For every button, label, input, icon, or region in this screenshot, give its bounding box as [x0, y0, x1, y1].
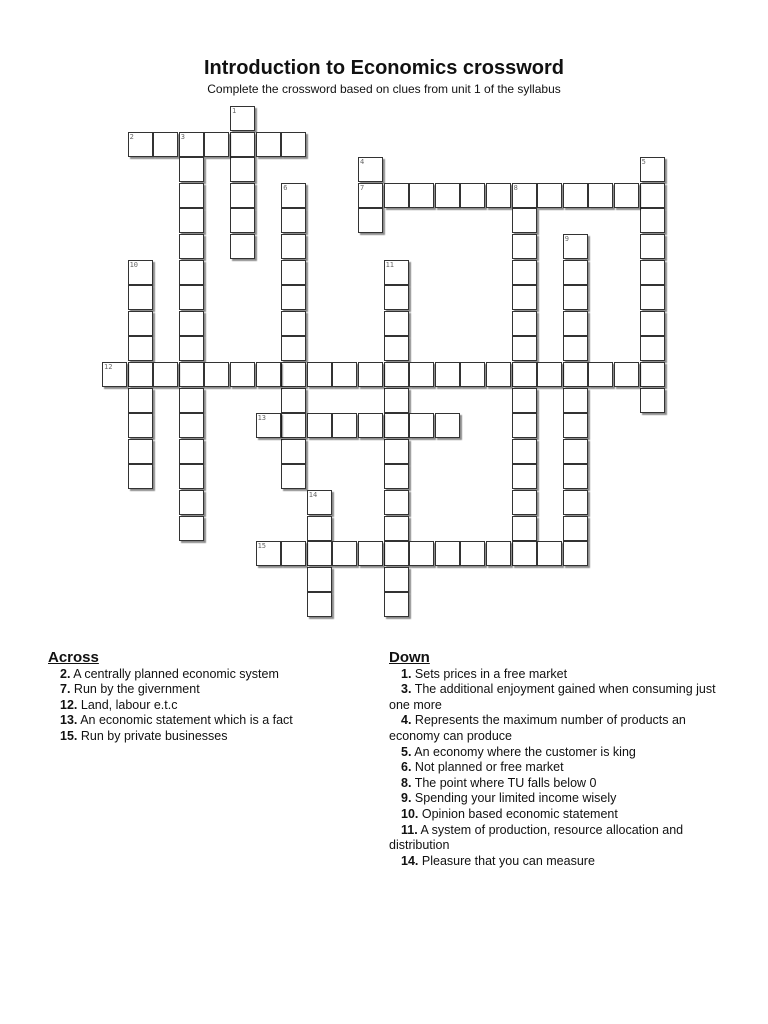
- grid-cell-number: 13: [257, 414, 267, 423]
- grid-cell[interactable]: [153, 362, 178, 387]
- grid-cell[interactable]: [563, 260, 588, 285]
- grid-cell[interactable]: [563, 439, 588, 464]
- grid-cell[interactable]: [384, 413, 409, 438]
- grid-cell[interactable]: [307, 516, 332, 541]
- grid-cell-number: 6: [283, 183, 288, 192]
- grid-cell[interactable]: [179, 234, 204, 259]
- grid-cell[interactable]: [512, 260, 537, 285]
- grid-cell[interactable]: [512, 413, 537, 438]
- grid-cell[interactable]: [332, 362, 357, 387]
- grid-cell[interactable]: [563, 541, 588, 566]
- grid-cell[interactable]: [102, 362, 127, 387]
- grid-cell[interactable]: [179, 183, 204, 208]
- grid-cell[interactable]: [384, 311, 409, 336]
- grid-cell-number: 4: [360, 158, 365, 167]
- across-clue-1: 7. Run by the givernment: [60, 682, 200, 697]
- grid-cell-number: 15: [257, 542, 267, 551]
- grid-cell[interactable]: [460, 183, 485, 208]
- across-clues: [48, 650, 348, 745]
- grid-cell[interactable]: [358, 362, 383, 387]
- grid-cell[interactable]: [512, 541, 537, 566]
- grid-cell[interactable]: [281, 388, 306, 413]
- grid-cell[interactable]: [384, 567, 409, 592]
- grid-cell[interactable]: [358, 183, 383, 208]
- grid-cell-number: 8: [513, 183, 518, 192]
- grid-cell[interactable]: [537, 541, 562, 566]
- grid-cell[interactable]: [307, 541, 332, 566]
- grid-cell-number: 14: [308, 491, 318, 499]
- grid-cell[interactable]: [512, 464, 537, 489]
- grid-cell[interactable]: [307, 413, 332, 438]
- down-clue-1: 3. The additional enjoyment gained when consuming just one more: [389, 682, 716, 712]
- grid-cell[interactable]: [128, 388, 153, 413]
- grid-cell[interactable]: [563, 285, 588, 310]
- grid-cell[interactable]: [640, 311, 665, 336]
- grid-cell[interactable]: [409, 413, 434, 438]
- grid-cell[interactable]: [281, 464, 306, 489]
- grid-cell[interactable]: [281, 439, 306, 464]
- grid-cell[interactable]: [230, 234, 255, 259]
- grid-cell[interactable]: [512, 490, 537, 515]
- grid-cell[interactable]: [512, 439, 537, 464]
- down-clue-0: 1. Sets prices in a free market: [401, 666, 568, 681]
- grid-cell[interactable]: [281, 208, 306, 233]
- grid-cell[interactable]: [486, 183, 511, 208]
- grid-cell[interactable]: [204, 132, 229, 157]
- grid-cell[interactable]: [486, 362, 511, 387]
- grid-cell[interactable]: [179, 157, 204, 182]
- grid-cell[interactable]: [307, 592, 332, 617]
- grid-cell[interactable]: [640, 234, 665, 259]
- grid-cell[interactable]: [640, 285, 665, 310]
- grid-cell[interactable]: [128, 285, 153, 310]
- grid-cell[interactable]: [563, 362, 588, 387]
- across-clue-2: 12. Land, labour e.t.c: [60, 697, 178, 712]
- grid-cell[interactable]: [281, 541, 306, 566]
- grid-cell[interactable]: [384, 183, 409, 208]
- grid-cell[interactable]: [358, 413, 383, 438]
- grid-cell[interactable]: [384, 362, 409, 387]
- grid-cell[interactable]: [281, 234, 306, 259]
- grid-cell[interactable]: [281, 413, 306, 438]
- grid-cell[interactable]: [230, 106, 255, 131]
- grid-cell[interactable]: [563, 464, 588, 489]
- down-heading: Down: [389, 649, 430, 666]
- grid-cell[interactable]: [332, 413, 357, 438]
- grid-cell[interactable]: [435, 413, 460, 438]
- grid-cell[interactable]: [230, 208, 255, 233]
- grid-cell-number: 11: [385, 260, 395, 269]
- grid-cell[interactable]: [384, 388, 409, 413]
- grid-cell-number: 1: [232, 107, 237, 115]
- down-clues: [389, 650, 719, 869]
- grid-cell[interactable]: [563, 490, 588, 515]
- grid-cell[interactable]: [307, 490, 332, 515]
- grid-cell[interactable]: [384, 260, 409, 285]
- down-clue-3: 5. An economy where the customer is king: [401, 744, 636, 759]
- grid-cell[interactable]: [256, 362, 281, 387]
- grid-cell[interactable]: [358, 541, 383, 566]
- grid-cell-number: 3: [180, 132, 186, 141]
- grid-cell[interactable]: [230, 362, 255, 387]
- across-clue-3: 13. An economic statement which is a fact: [60, 713, 293, 728]
- grid-cell[interactable]: [563, 388, 588, 413]
- grid-cell[interactable]: [307, 362, 332, 387]
- grid-cell[interactable]: [281, 362, 306, 387]
- grid-cell[interactable]: [358, 208, 383, 233]
- grid-cell-number: 9: [564, 235, 570, 243]
- grid-cell[interactable]: [512, 311, 537, 336]
- grid-cell[interactable]: [384, 516, 409, 541]
- grid-cell[interactable]: [179, 464, 204, 489]
- down-clue-6: 9. Spending your limited income wisely: [401, 791, 617, 806]
- grid-cell[interactable]: [128, 260, 153, 285]
- grid-cell[interactable]: [409, 362, 434, 387]
- grid-cell[interactable]: [281, 311, 306, 336]
- grid-cell[interactable]: [512, 388, 537, 413]
- grid-cell[interactable]: [281, 132, 306, 157]
- grid-cell[interactable]: [640, 183, 665, 208]
- grid-cell-number: 2: [129, 132, 134, 141]
- grid-cell-number: 7: [360, 183, 365, 192]
- grid-cell[interactable]: [588, 362, 613, 387]
- grid-cell[interactable]: [460, 362, 485, 387]
- grid-cell[interactable]: [512, 208, 537, 233]
- grid-cell[interactable]: [563, 234, 588, 259]
- grid-cell[interactable]: [512, 234, 537, 259]
- grid-cell[interactable]: [588, 183, 613, 208]
- grid-cell[interactable]: [537, 362, 562, 387]
- grid-cell[interactable]: [281, 260, 306, 285]
- grid-cell[interactable]: [128, 132, 153, 157]
- grid-cell[interactable]: [384, 592, 409, 617]
- grid-cell[interactable]: [460, 541, 485, 566]
- grid-cell[interactable]: [230, 157, 255, 182]
- grid-cell[interactable]: [435, 183, 460, 208]
- grid-cell[interactable]: [563, 413, 588, 438]
- grid-cell[interactable]: [179, 439, 204, 464]
- grid-cell[interactable]: [179, 208, 204, 233]
- grid-cell[interactable]: [563, 336, 588, 361]
- grid-cell[interactable]: [435, 362, 460, 387]
- grid-cell-number: 5: [641, 158, 646, 167]
- down-clue-7: 10. Opinion based economic statement: [401, 806, 618, 821]
- grid-cell[interactable]: [512, 336, 537, 361]
- grid-cell[interactable]: [153, 132, 178, 157]
- grid-cell[interactable]: [640, 362, 665, 387]
- down-clue-8: 11. A system of production, resource allocation and distribution: [389, 822, 684, 853]
- grid-cell[interactable]: [640, 157, 665, 182]
- grid-cell[interactable]: [358, 157, 383, 182]
- grid-cell[interactable]: [179, 388, 204, 413]
- grid-cell[interactable]: [179, 336, 204, 361]
- grid-cell[interactable]: [512, 362, 537, 387]
- grid-cell[interactable]: [230, 183, 255, 208]
- grid-cell[interactable]: [384, 439, 409, 464]
- grid-cell[interactable]: [256, 541, 281, 566]
- grid-cell[interactable]: [179, 285, 204, 310]
- grid-cell[interactable]: [409, 541, 434, 566]
- grid-cell[interactable]: [640, 336, 665, 361]
- grid-cell[interactable]: [179, 490, 204, 515]
- grid-cell[interactable]: [332, 541, 357, 566]
- grid-cell[interactable]: [563, 183, 588, 208]
- grid-cell-number: 12: [104, 363, 113, 371]
- grid-cell[interactable]: [256, 132, 281, 157]
- grid-cell[interactable]: [435, 541, 460, 566]
- grid-cell[interactable]: [486, 541, 511, 566]
- grid-cell[interactable]: [128, 336, 153, 361]
- grid-cell[interactable]: [128, 311, 153, 336]
- down-clue-9: 14. Pleasure that you can measure: [401, 853, 595, 868]
- page-title: Introduction to Economics crossword: [203, 57, 565, 79]
- grid-cell[interactable]: [384, 285, 409, 310]
- grid-cell[interactable]: [281, 336, 306, 361]
- down-clue-5: 8. The point where TU falls below 0: [401, 775, 597, 790]
- grid-cell[interactable]: [256, 413, 281, 438]
- grid-cell[interactable]: [384, 336, 409, 361]
- grid-cell-number: 10: [129, 260, 139, 269]
- grid-cell[interactable]: [307, 567, 332, 592]
- grid-cell[interactable]: [640, 388, 665, 413]
- grid-cell[interactable]: [640, 208, 665, 233]
- across-heading: Across: [48, 649, 99, 666]
- grid-cell[interactable]: [179, 311, 204, 336]
- grid-cell[interactable]: [384, 490, 409, 515]
- grid-cell[interactable]: [614, 362, 639, 387]
- grid-cell[interactable]: [230, 132, 255, 157]
- grid-cell[interactable]: [384, 464, 409, 489]
- grid-cell[interactable]: [179, 132, 204, 157]
- grid-cell[interactable]: [179, 516, 204, 541]
- down-clue-2: 4. Represents the maximum number of products an economy can produce: [389, 713, 686, 743]
- grid-cell[interactable]: [512, 183, 537, 208]
- grid-cell[interactable]: [281, 183, 306, 208]
- grid-cell[interactable]: [563, 516, 588, 541]
- across-clue-4: 15. Run by private businesses: [60, 728, 228, 743]
- across-clue-0: 2. A centrally planned economic system: [60, 666, 279, 681]
- grid-cell[interactable]: [179, 260, 204, 285]
- grid-cell[interactable]: [537, 183, 562, 208]
- grid-cell[interactable]: [512, 516, 537, 541]
- grid-cell[interactable]: [512, 285, 537, 310]
- grid-cell[interactable]: [409, 183, 434, 208]
- grid-cell[interactable]: [384, 541, 409, 566]
- grid-cell[interactable]: [128, 362, 153, 387]
- grid-cell[interactable]: [563, 311, 588, 336]
- grid-cell[interactable]: [204, 362, 229, 387]
- grid-cell[interactable]: [128, 464, 153, 489]
- grid-cell[interactable]: [281, 285, 306, 310]
- grid-cell[interactable]: [640, 260, 665, 285]
- grid-cell[interactable]: [179, 362, 204, 387]
- grid-cell[interactable]: [179, 413, 204, 438]
- grid-cell[interactable]: [128, 413, 153, 438]
- grid-cell[interactable]: [128, 439, 153, 464]
- down-clue-4: 6. Not planned or free market: [401, 760, 564, 775]
- grid-cell[interactable]: [614, 183, 639, 208]
- page-subtitle: Complete the crossword based on clues from unit 1 of the syllabus: [207, 82, 561, 96]
